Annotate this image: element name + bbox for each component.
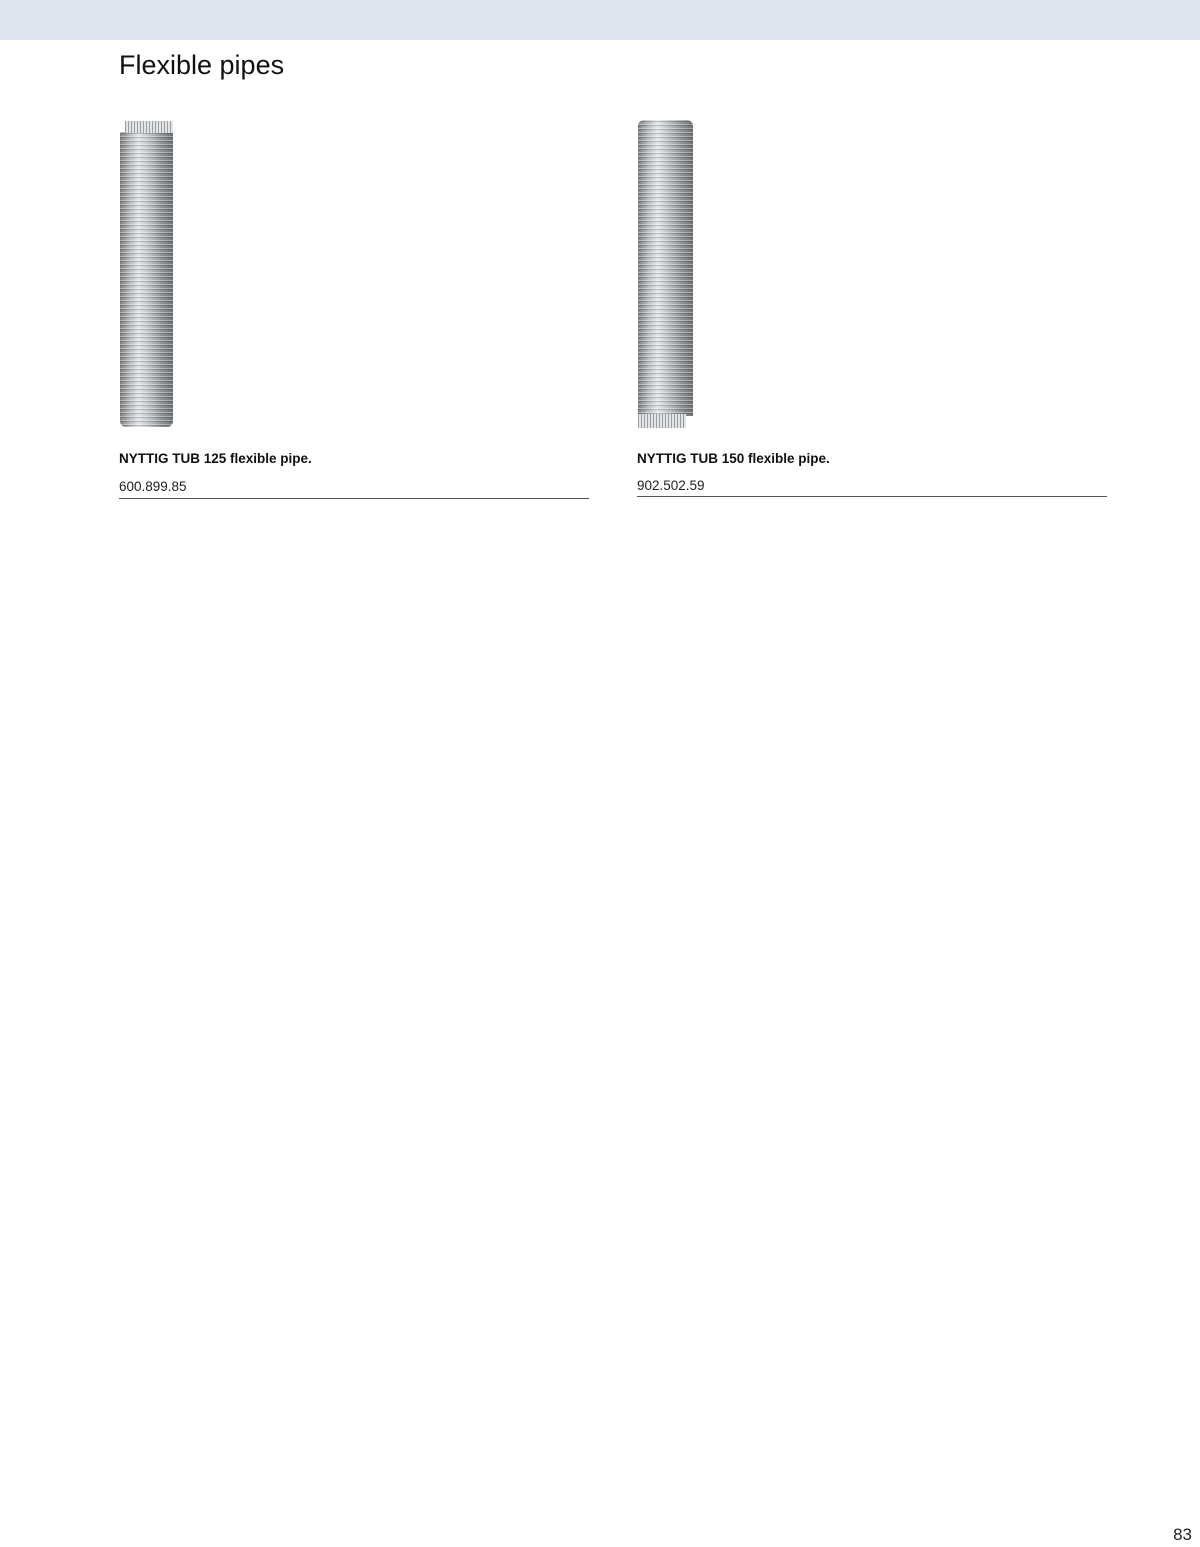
page-title: Flexible pipes: [119, 50, 285, 80]
product-name: NYTTIG TUB 150 flexible pipe.: [637, 451, 830, 466]
product-image-flexible-pipe: [638, 120, 693, 416]
divider: [119, 498, 589, 499]
article-number: 902.502.59: [637, 478, 705, 493]
product-image-flexible-pipe: [120, 132, 173, 427]
pipe-crimped-end: [638, 414, 686, 428]
product-name: NYTTIG TUB 125 flexible pipe.: [119, 451, 312, 466]
header-band: [0, 0, 1200, 40]
page-number: 83: [1173, 1525, 1192, 1544]
article-number: 600.899.85: [119, 479, 187, 494]
pipe-crimped-end: [125, 121, 173, 133]
divider: [637, 496, 1107, 497]
